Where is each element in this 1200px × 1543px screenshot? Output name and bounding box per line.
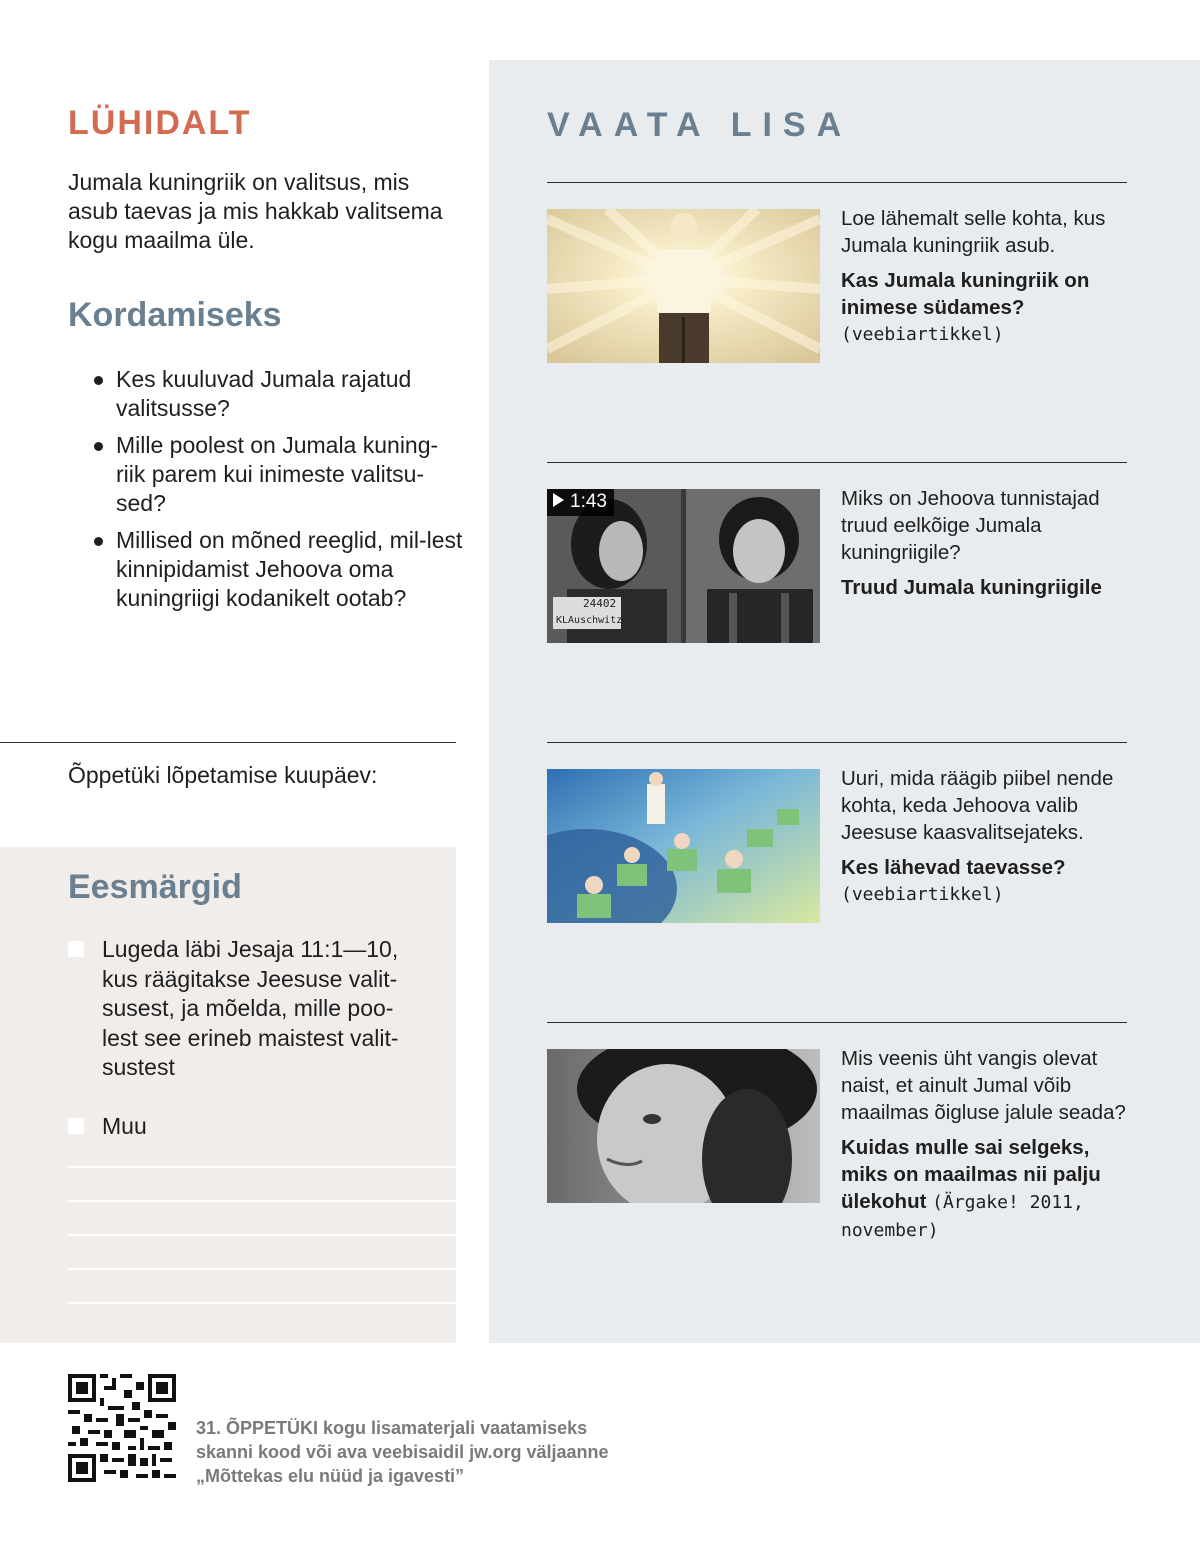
qr-code[interactable] [68, 1374, 176, 1482]
writing-line[interactable] [68, 1234, 456, 1236]
entry-title-link[interactable]: Truud Jumala kuningriigile [841, 576, 1102, 599]
footer-line: „Mõttekas elu nüüd ja igavesti” [196, 1466, 465, 1486]
article-thumbnail[interactable] [547, 209, 820, 363]
goal-item [68, 1112, 428, 1142]
photo-tag-place: KLAuschwitz [556, 615, 623, 626]
review-question: Mille poolest on Jumala kuning-riik parem kui inimeste valitsu-sed? [94, 431, 464, 518]
entry-description: Loe lähemalt selle kohta, kus Jumala kuningriik asub. [841, 207, 1106, 257]
see-more-entry [841, 485, 1141, 601]
entry-note: (Ärgake! 2011, november) [841, 1192, 1084, 1241]
review-list [94, 365, 464, 621]
footer-line: skanni kood või ava veebisaidil jw.org väljaanne [196, 1442, 609, 1462]
summary-heading: LÜHIDALT [68, 104, 252, 142]
completion-date-label: Õppetüki lõpetamise kuupäev: [68, 762, 378, 788]
article-thumbnail[interactable] [547, 1049, 820, 1203]
footer-note [196, 1416, 656, 1488]
goal-item [68, 935, 428, 1083]
goals-heading: Eesmärgid [68, 868, 242, 906]
entry-note: (veebiartikkel) [841, 324, 1004, 345]
divider [547, 742, 1127, 743]
qr-code-image [68, 1374, 176, 1482]
writing-line[interactable] [68, 1302, 456, 1304]
see-more-entry [841, 205, 1141, 348]
goal-checkbox[interactable] [68, 941, 84, 957]
writing-line[interactable] [68, 1200, 456, 1202]
review-question: Millised on mõned reeglid, mil-lest kinnipidamist Jehoova oma kuningriigi kodanikelt ootab? [94, 526, 464, 613]
entry-title-link[interactable]: Kas Jumala kuningriik on inimese südames? [841, 269, 1090, 319]
entry-note: (veebiartikkel) [841, 884, 1004, 905]
entry-title-link[interactable]: Kes lähevad taevasse? [841, 856, 1066, 879]
divider [547, 1022, 1127, 1023]
divider [547, 182, 1127, 183]
divider [547, 462, 1127, 463]
entry-description: Miks on Jehoova tunnistajad truud eelkõige Jumala kuningriigile? [841, 487, 1100, 564]
entry-description: Mis veenis üht vangis olevat naist, et ainult Jumal võib maailmas õigluse jalule seada? [841, 1047, 1126, 1124]
review-heading: Kordamiseks [68, 296, 282, 334]
play-icon [553, 493, 564, 507]
writing-line[interactable] [68, 1166, 456, 1168]
woman-portrait-image [547, 1049, 820, 1203]
see-more-heading: VAATA LISA [547, 106, 853, 144]
writing-line[interactable] [68, 1268, 456, 1270]
glowing-person-image [547, 209, 820, 363]
goal-checkbox[interactable] [68, 1118, 84, 1134]
entry-title-link[interactable]: Kuidas mulle sai selgeks, miks on maailmas nii palju ülekohut [841, 1136, 1101, 1213]
see-more-entry [841, 1045, 1141, 1244]
review-question: Kes kuuluvad Jumala rajatud valitsusse? [94, 365, 464, 423]
entry-description: Uuri, mida räägib piibel nende kohta, keda Jehoova valib Jeesuse kaasvalitsejateks. [841, 767, 1114, 844]
see-more-entry [841, 765, 1141, 908]
summary-text: Jumala kuningriik on valitsus, mis asub taevas ja mis hakkab valitsema kogu maailma üle. [68, 169, 443, 253]
video-duration: 1:43 [547, 489, 614, 516]
divider [0, 742, 456, 743]
photo-tag-number: 24402 [583, 597, 617, 610]
video-thumbnail[interactable] [547, 489, 820, 643]
footer-line: 31. ÕPPETÜKI kogu lisamaterjali vaatamiseks [196, 1418, 588, 1438]
goal-label: Lugeda läbi Jesaja 11:1—10, kus räägitakse Jeesuse valit-susest, ja mõelda, mille poo-lest see erineb maistest valit-sustest [102, 936, 399, 1080]
article-thumbnail[interactable] [547, 769, 820, 923]
heavenly-rulers-image [547, 769, 820, 923]
goal-label: Muu [102, 1113, 147, 1139]
